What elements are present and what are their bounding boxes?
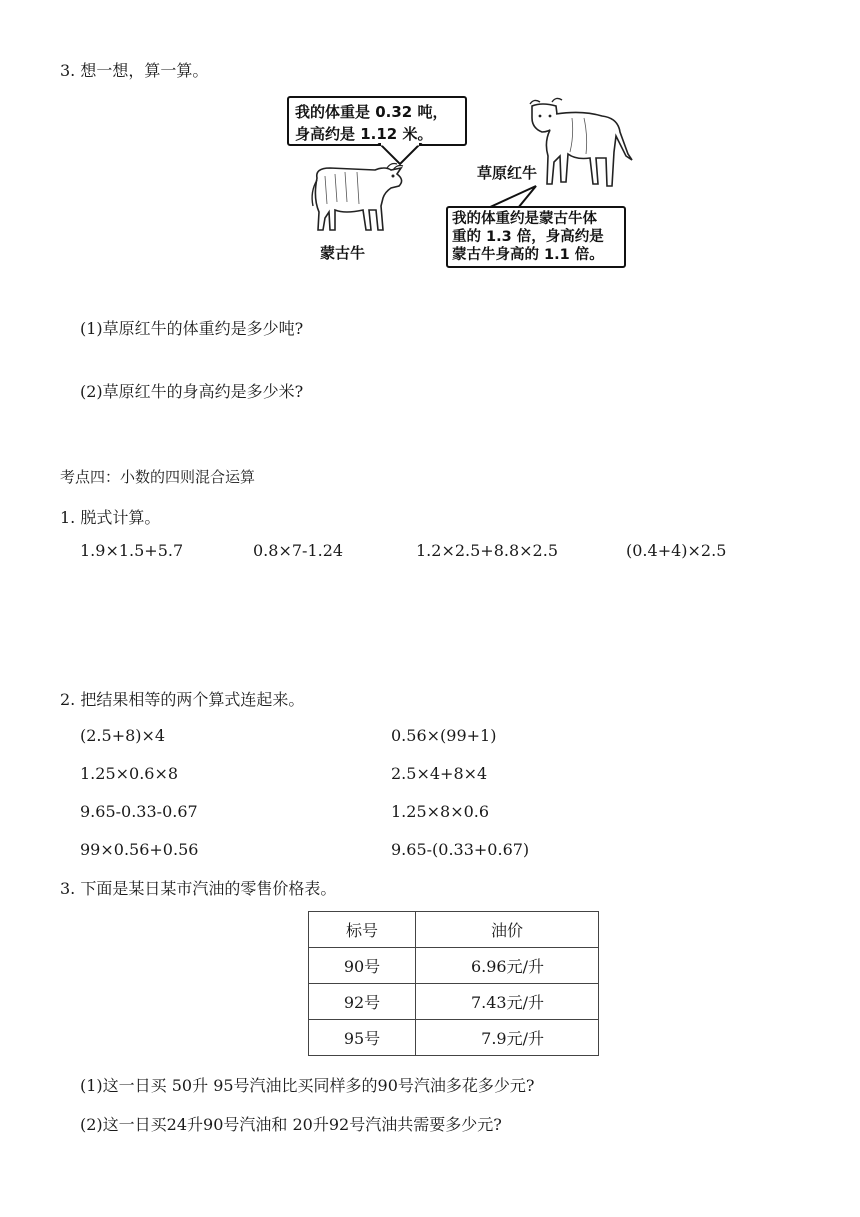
table-row — [309, 1020, 599, 1056]
grassland-red-cattle-icon — [522, 96, 634, 191]
match-right-4: 9.65-(0.33+0.67) — [391, 840, 530, 859]
match-left-3: 9.65-0.33-0.67 — [80, 802, 198, 821]
match-right-3: 1.25×8×0.6 — [391, 802, 490, 821]
table-cell-price: 7.43元/升 — [416, 984, 599, 1020]
table-cell-grade: 92号 — [309, 984, 416, 1020]
s4-question-2-title: 2. 把结果相等的两个算式连起来。 — [60, 690, 305, 709]
question-3-title: 3. 想一想，算一算。 — [60, 61, 209, 80]
table-header-row — [309, 912, 599, 948]
expression-1: 1.9×1.5+5.7 — [80, 541, 184, 560]
table-row — [309, 948, 599, 984]
mongol-cattle-icon — [305, 158, 410, 238]
q3-sub-question-1: (1)草原红牛的体重约是多少吨? — [80, 319, 304, 338]
match-left-2: 1.25×0.6×8 — [80, 764, 179, 783]
bubble-right-line-3: 蒙古牛身高的 1.1 倍。 — [452, 247, 604, 263]
mongol-cattle-speech-bubble — [287, 96, 467, 146]
table-cell-price: 7.9元/升 — [416, 1020, 599, 1056]
match-left-4: 99×0.56+0.56 — [80, 840, 199, 859]
match-right-2: 2.5×4+8×4 — [391, 764, 488, 783]
table-cell-grade: 95号 — [309, 1020, 416, 1056]
bubble-left-line-1: 我的体重是 0.32 吨， — [295, 103, 448, 121]
s4-question-3-title: 3. 下面是某日某市汽油的零售价格表。 — [60, 879, 337, 898]
s4-question-1-title: 1. 脱式计算。 — [60, 508, 161, 527]
s4-q3-sub-question-1: (1)这一日买 50升 95号汽油比买同样多的90号汽油多花多少元? — [80, 1076, 535, 1095]
expression-2: 0.8×7-1.24 — [253, 541, 344, 560]
bubble-right-line-1: 我的体重约是蒙古牛体 — [452, 211, 597, 227]
table-header-grade: 标号 — [309, 912, 416, 948]
expression-4: (0.4+4)×2.5 — [626, 541, 727, 560]
table-row — [309, 984, 599, 1020]
section-4-title: 考点四：小数的四则混合运算 — [60, 468, 256, 486]
red-cattle-speech-bubble — [446, 206, 626, 268]
bubble-left-line-2: 身高约是 1.12 米。 — [295, 125, 433, 143]
s4-q3-sub-question-2: (2)这一日买24升90号汽油和 20升92号汽油共需要多少元? — [80, 1115, 502, 1134]
mongol-cattle-label: 蒙古牛 — [320, 244, 366, 262]
q3-sub-question-2: (2)草原红牛的身高约是多少米? — [80, 382, 304, 401]
gasoline-price-table — [308, 911, 599, 1056]
grassland-red-cattle-label: 草原红牛 — [477, 164, 538, 182]
match-left-1: (2.5+8)×4 — [80, 726, 166, 745]
table-header-price: 油价 — [416, 912, 599, 948]
table-cell-price: 6.96元/升 — [416, 948, 599, 984]
expression-3: 1.2×2.5+8.8×2.5 — [416, 541, 558, 560]
bubble-right-line-2: 重的 1.3 倍，身高约是 — [452, 229, 604, 245]
match-right-1: 0.56×(99+1) — [391, 726, 497, 745]
table-cell-grade: 90号 — [309, 948, 416, 984]
